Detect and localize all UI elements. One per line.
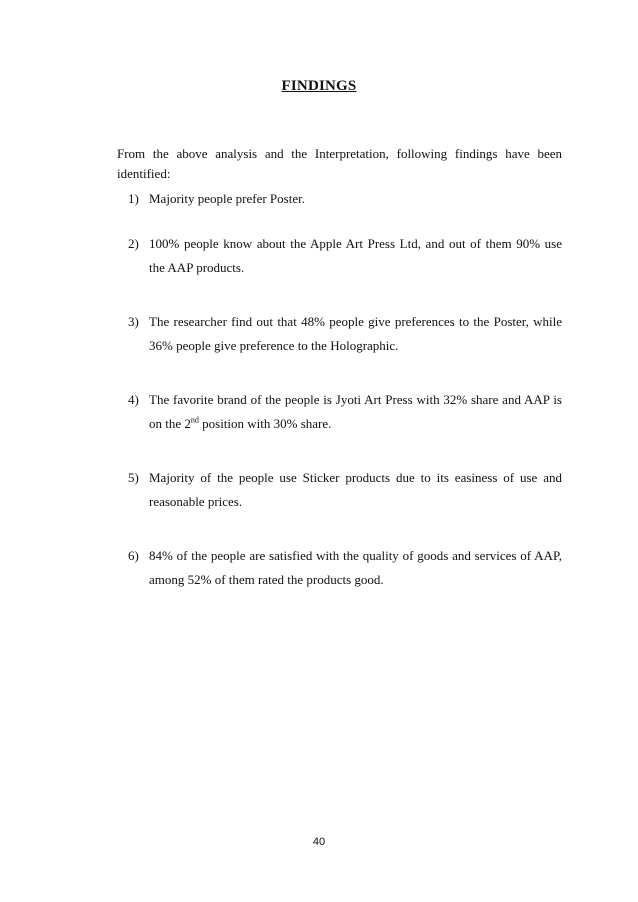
finding-text-before: The favorite brand of the people is Jyoti Art Press with 32% share and AAP is on the 2: [149, 392, 562, 431]
finding-text: 84% of the people are satisfied with the quality of goods and services of AAP, among 52% of them rated the products good.: [149, 548, 562, 587]
finding-text: The researcher find out that 48% people give preferences to the Poster, while 36% people give preference to the Holographic.: [149, 314, 562, 353]
intro-paragraph: From the above analysis and the Interpretation, following findings have been identified:: [117, 146, 562, 181]
finding-number: 5): [128, 470, 139, 485]
page-title: FINDINGS: [281, 78, 357, 94]
finding-item-1: [128, 187, 562, 211]
finding-text: Majority people prefer Poster.: [149, 191, 305, 206]
finding-number: 6): [128, 548, 139, 563]
findings-list: [128, 187, 562, 592]
finding-item-6: [128, 544, 562, 592]
finding-item-2: [128, 232, 562, 280]
ordinal-superscript: nd: [190, 415, 199, 425]
finding-text-after: position with 30% share.: [198, 416, 332, 431]
page-number: 40: [312, 836, 326, 848]
finding-number: 1): [128, 191, 139, 206]
finding-text: 100% people know about the Apple Art Press Ltd, and out of them 90% use the AAP products.: [149, 236, 562, 275]
finding-number: 3): [128, 314, 139, 329]
finding-text: Majority of the people use Sticker products due to its easiness of use and reasonable prices.: [149, 470, 562, 509]
finding-item-5: [128, 466, 562, 514]
finding-text: [149, 392, 562, 431]
finding-number: 4): [128, 392, 139, 407]
finding-item-3: [128, 310, 562, 358]
finding-item-4: [128, 388, 562, 436]
finding-number: 2): [128, 236, 139, 251]
